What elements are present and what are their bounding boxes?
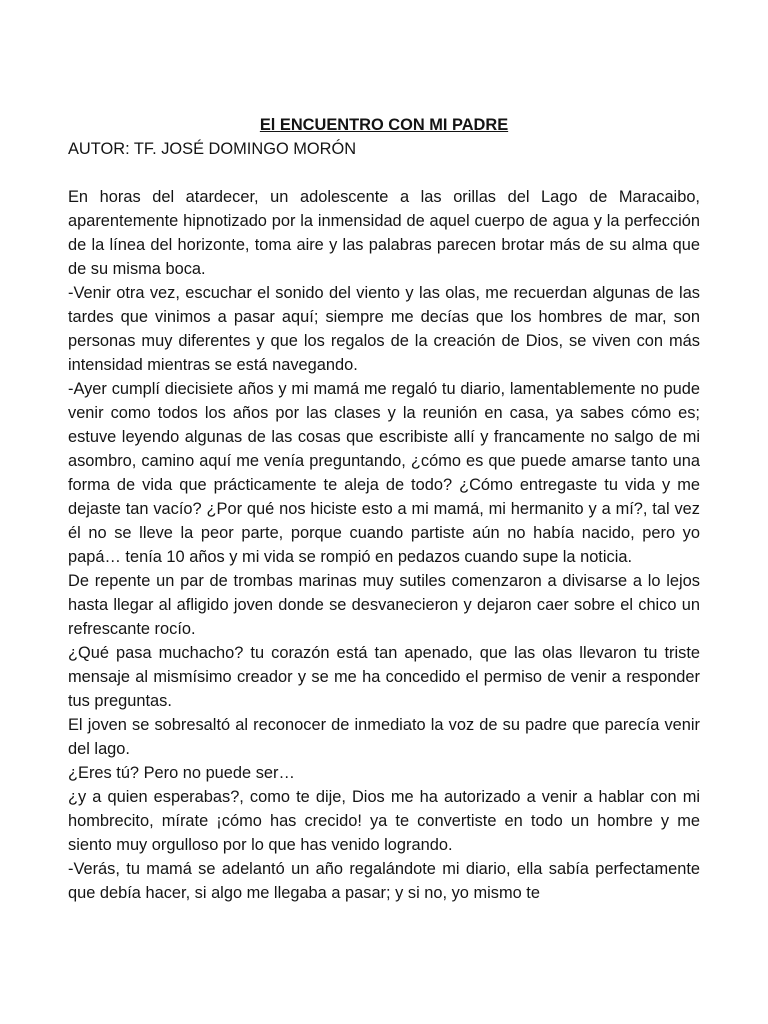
paragraph: En horas del atardecer, un adolescente a las orillas del Lago de Maracaibo, aparentemente hipnotizado por la inmensidad de aquel cuerpo de agua y la perfección de la línea del horizonte, toma aire y las palabras parecen brotar más de su alma que de su misma boca. xyxy=(68,188,700,278)
paragraph: -Ayer cumplí diecisiete años y mi mamá me regaló tu diario, lamentablemente no pude venir como todos los años por las clases y la reunión en casa, ya sabes cómo es; estuve leyendo algunas de las cosas que escribiste allí y francamente no salgo de mi asombro, camino aquí me venía preguntando, ¿cómo es que puede amarse tanto una forma de vida que prácticamente te aleja de todo? ¿Cómo entregaste tu vida y me dejaste tan vacío? ¿Por qué nos hiciste esto a mi mamá, mi hermanito y a mí?, tal vez él no se lleve la peor parte, porque cuando partiste aún no había nacido, pero yo papá… tenía 10 años y mi vida se rompió en pedazos cuando supe la noticia. xyxy=(68,380,700,566)
paragraph: ¿Eres tú? Pero no puede ser… xyxy=(68,764,295,782)
paragraph: El joven se sobresaltó al reconocer de inmediato la voz de su padre que parecía venir del lago. xyxy=(68,716,700,758)
document-body xyxy=(68,113,700,905)
paragraph: -Venir otra vez, escuchar el sonido del viento y las olas, me recuerdan algunas de las tardes que vinimos a pasar aquí; siempre me decías que los hombres de mar, son personas muy diferentes y que los regalos de la creación de Dios, se viven con más intensidad mientras se está navegando. xyxy=(68,284,700,374)
paragraph: -Verás, tu mamá se adelantó un año regalándote mi diario, ella sabía perfectamente que debía hacer, si algo me llegaba a pasar; y si no, yo mismo te xyxy=(68,860,700,902)
paragraph: De repente un par de trombas marinas muy sutiles comenzaron a divisarse a lo lejos hasta llegar al afligido joven donde se desvanecieron y dejaron caer sobre el chico un refrescante rocío. xyxy=(68,572,700,638)
document-title: El ENCUENTRO CON MI PADRE xyxy=(259,116,509,134)
document-author: AUTOR: TF. JOSÉ DOMINGO MORÓN xyxy=(68,140,357,158)
paragraph: ¿Qué pasa muchacho? tu corazón está tan apenado, que las olas llevaron tu triste mensaje al mismísimo creador y se me ha concedido el permiso de venir a responder tus preguntas. xyxy=(68,644,700,710)
paragraph: ¿y a quien esperabas?, como te dije, Dios me ha autorizado a venir a hablar con mi hombrecito, mírate ¡cómo has crecido! ya te convertiste en todo un hombre y me siento muy orgulloso por lo que has venido logrando. xyxy=(68,788,700,854)
